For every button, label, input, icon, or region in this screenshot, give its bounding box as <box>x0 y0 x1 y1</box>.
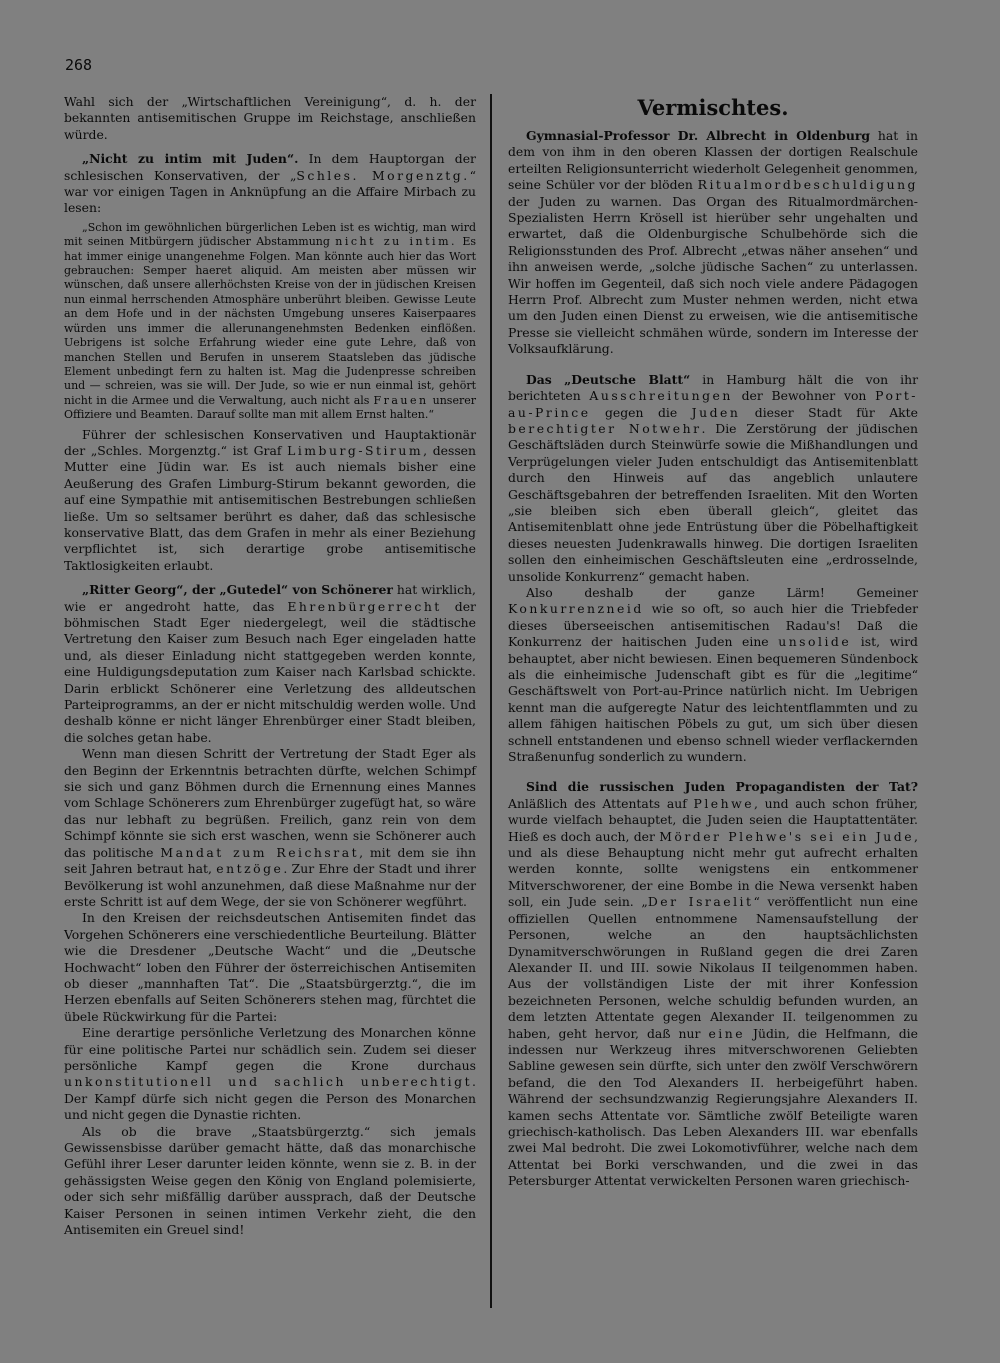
article-headline: Sind die russischen Juden Propagandisten der Tat? <box>526 779 918 795</box>
paragraph: Wenn man diesen Schritt der Vertretung der Stadt Eger als den Beginn der Erkenntnis betrachten dürfte, welchen Schimpf sie sich und ganz Böhmen durch die Ernennung eines Mannes vom Schlage Schönerers zum Ehrenbürger zugefügt hat, so wäre das nur lebhaft zu begrüßen. Freilich, ganz rein von dem Schimpf könnte sie sich erst waschen, wenn sie Schönerer auch das politische Mandat zum Reichsrat, mit dem sie ihn seit Jahren betraut hat, entzöge. Zur Ehre der Stadt und ihrer Bevölkerung ist wohl anzunehmen, daß diese Maßnahme nur der erste Schritt ist auf dem Wege, der sie von Schönerer wegführt. <box>64 746 476 909</box>
paragraph: Als ob die brave „Staatsbürgerztg.“ sich jemals Gewissensbisse darüber gemacht hätte, daß das monarchische Gefühl ihrer Leser darunter leiden könnte, wenn sie z. B. in der gehässigsten Weise gegen den König von England polemisierte, oder sich sehr mißfällig darüber aussprach, daß der Deutsche Kaiser Personen in seinen intimen Verkehr zieht, die den Antisemiten ein Greuel sind! <box>64 1123 476 1238</box>
article-nicht-zu-intim: „Nicht zu intim mit Juden“. In dem Hauptorgan der schlesischen Konservativen, der „Schles. Morgenztg.“ war vor einigen Tagen in Anknüpfung an die Affaire Mirbach zu lesen: <box>64 151 477 216</box>
column-divider <box>490 94 492 1308</box>
article-albrecht: Gymnasial-Professor Dr. Albrecht in Oldenburg hat in dem von ihm in den oberen Klassen der dortigen Realschule erteilten Religionsunterricht wiederholt Gelegenheit genommen, seine Schüler vor der blöden Ritualmordbeschuldigung der Juden zu warnen. Das Organ des Ritualmordmärchen-Spezialisten Herrn Krösell ist hierüber sehr ungehalten und erwartet, daß die Oldenburgische Schulbehörde sich die Religionsstunden des Prof. Albrecht „etwas näher ansehen“ und ihn anweisen werde, „solche jüdische Sachen“ zu unterlassen. Wir hoffen im Gegenteil, daß sich noch viele andere Pädagogen Herrn Prof. Albrecht zum Muster nehmen werden, nicht etwa um den Juden einen Dienst zu erweisen, wie die antisemitische Presse sie vielleicht schmähen würde, sondern im Interesse der Volksaufklärung. <box>508 128 918 357</box>
intro-paragraph: Wahl sich der „Wirtschaftlichen Vereinigung“, d. h. der bekannten antisemitischen Gruppe im Reichstage, anschließen würde. <box>64 94 476 142</box>
paragraph: Eine derartige persönliche Verletzung des Monarchen könne für eine politische Partei nur schädlich sein. Zudem sei dieser persönliche Kampf gegen die Krone durchaus unkonstitutionell und sachlich unberechtigt. Der Kampf dürfe sich nicht gegen die Person des Monarchen und nicht gegen die Dynastie richten. <box>64 1025 476 1123</box>
paragraph: In den Kreisen der reichsdeutschen Antisemiten findet das Vorgehen Schönerers eine verschiedentliche Beurteilung. Blätter wie die Dresdener „Deutsche Wacht“ und die „Deutsche Hochwacht“ loben den Führer der österreichischen Antisemiten ob dieser „mannhaften Tat“. Die „Staatsbürgerztg.“, die im Herzen ebenfalls auf Seiten Schönerers stehen mag, fürchtet die übele Rückwirkung für die Partei: <box>64 910 476 1024</box>
quote-block: „Schon im gewöhnlichen bürgerlichen Leben ist es wichtig, man wird mit seinen Mitbürgern jüdischer Abstammung nicht zu intim. Es hat immer einige unangenehme Folgen. Man könnte auch hier das Wort gebrauchen: Semper haeret aliquid. Am meisten aber müssen wir wünschen, daß unsere allerhöchsten Kreise von der in jüdischen Kreisen nun einmal herrschenden Atmosphäre unberührt bleiben. Gewisse Leute an dem Hofe und in der nächsten Umgebung unseres Kaiserpaares würden uns immer die allerunangenehmsten Bedenken einflößen. Uebrigens ist solche Erfahrung wieder eine gute Lehre, daß von manchen Stellen und Berufen in unserem Staatsleben das jüdische Element unbedingt fern zu halten ist. Mag die Judenpresse schreiben und — schreien, was sie will. Der Jude, so wie er nun einmal ist, gehört nicht in die Armee und die Verwaltung, auch nicht als Frauen unserer Offiziere und Beamten. Darauf sollte man mit allem Ernst halten.“ <box>64 220 477 422</box>
article-russische-juden: Sind die russischen Juden Propagandisten der Tat? Anläßlich des Attentats auf Plehwe, und auch schon früher, wurde vielfach behauptet, die Juden seien die Hauptattentäter. Hieß es doch auch, der Mörder Plehwe's sei ein Jude, und als diese Behauptung nicht mehr gut aufrecht erhalten werden konnte, sollte wenigstens ein entkommener Mitverschworener, der eine Bombe in die Newa versenkt haben soll, ein Jude sein. „Der Israelit“ veröffentlicht nun eine offiziellen Quellen entnommene Namensaufstellung der Personen, welche an den hauptsächlichsten Dynamitverschwörungen in Rußland gegen die drei Zaren Alexander II. und III. sowie Nikolaus II teilgenommen haben. Aus der vollständigen Liste der mit ihrer Konfession bezeichneten Personen, welche schuldig befunden wurden, an dem letzten Attentate gegen Alexander II. teilgenommen zu haben, geht hervor, daß nur eine Jüdin, die Helfmann, die indessen nur Werkzeug ihres mitverschworenen Geliebten Sabline gewesen sein dürfte, sich unter den zwölf Verschwörern befand, die den Tod Alexanders II. herbeigeführt haben. Während der sechsundzwanzig Regierungsjahre Alexanders II. kamen sechs Attentate vor. Sämtliche zwölf Beteiligte waren griechisch-katholisch. Das Leben Alexanders III. war ebenfalls zwei Mal bedroht. Die zwei Lokomotivführer, welche nach dem Attentat bei Borki verschwanden, und die zwei in das Petersburger Attentat verwickelten Personen waren griechisch- <box>508 779 918 1189</box>
article-headline: Gymnasial-Professor Dr. Albrecht in Oldenburg <box>526 128 871 143</box>
article-deutsche-blatt: Das „Deutsche Blatt“ in Hamburg hält die von ihr berichteten Ausschreitungen der Bewohner von Port-au-Prince gegen die Juden dieser Stadt für Akte berechtigter Notwehr. Die Zerstörung der jüdischen Geschäftsläden durch Steinwürfe sowie die Mißhandlungen und Verprügelungen vieler Juden entschuldigt das Antisemitenblatt durch den Hinweis auf das angeblich unlautere Geschäftsgebahren der betreffenden Israeliten. Mit den Worten „sie bleiben sich eben überall gleich“, gleitet das Antisemitenblatt ohne jede Entrüstung über die Pöbelhaftigkeit dieses neuesten Judenkrawalls hinweg. Die dortigen Israeliten sollen den einheimischen Geschäftsleuten eine „erdrosselnde, unsolide Konkurrenz“ gemacht haben. <box>508 371 918 584</box>
page-number: 268 <box>65 56 93 74</box>
section-title: Vermischtes. <box>637 95 789 120</box>
right-column <box>508 94 918 1190</box>
article-ritter-georg: „Ritter Georg“, der „Gutedel“ von Schönerer hat wirklich, wie er angedroht hatte, das Ehrenbürgerrecht der böhmischen Stadt Eger niedergelegt, weil die städtische Vertretung den Kaiser zum Besuch nach Eger eingeladen hatte und, als dieser Einladung nicht stattgegeben werden konnte, eine Huldigungsdeputation zum Kaiser nach Karlsbad schickte. Darin erblickt Schönerer eine Verletzung des alldeutschen Parteiprogramms, an der er nicht mitschuldig werden wolle. Und deshalb könne er nicht länger Ehrenbürger einer Stadt bleiben, die solches getan habe. <box>64 582 476 745</box>
article-headline: Das „Deutsche Blatt“ <box>526 371 691 387</box>
paragraph: Führer der schlesischen Konservativen und Hauptaktionär der „Schles. Morgenztg.“ ist Graf Limburg-Stirum, dessen Mutter eine Jüdin war. Es ist auch niemals bisher eine Aeußerung des Grafen Limburg-Stirum bekannt geworden, die auf eine Sympathie mit antisemitischen Bestrebungen schließen ließe. Um so seltsamer berührt es daher, daß das schlesische konservative Blatt, das dem Grafen in mehr als einer Beziehung verpflichtet ist, sich derartige grobe antisemitische Taktlosigkeiten erlaubt. <box>64 426 476 573</box>
left-column <box>64 94 476 1238</box>
article-headline: „Ritter Georg“, der „Gutedel“ von Schönerer <box>82 582 393 598</box>
paragraph: Also deshalb der ganze Lärm! Gemeiner Konkurrenzneid wie so oft, so auch hier die Triebfeder dieses überseeischen antisemitischen Radau's! Daß die Konkurrenz der haitischen Juden eine unsolide ist, wird behauptet, aber nicht bewiesen. Einen bequemeren Sündenbock als die einheimische Judenschaft gibt es für die „legitime“ Geschäftswelt von Port-au-Prince natürlich nicht. Im Uebrigen kennt man die aufgeregte Natur des leichtentflammten und zu allem fähigen haitischen Pöbels zu gut, um sich über diesen schnell entstandenen und ebenso schnell wieder verflackernden Straßenunfug sonderlich zu wundern. <box>508 584 918 765</box>
article-headline: „Nicht zu intim mit Juden“. <box>82 151 299 167</box>
